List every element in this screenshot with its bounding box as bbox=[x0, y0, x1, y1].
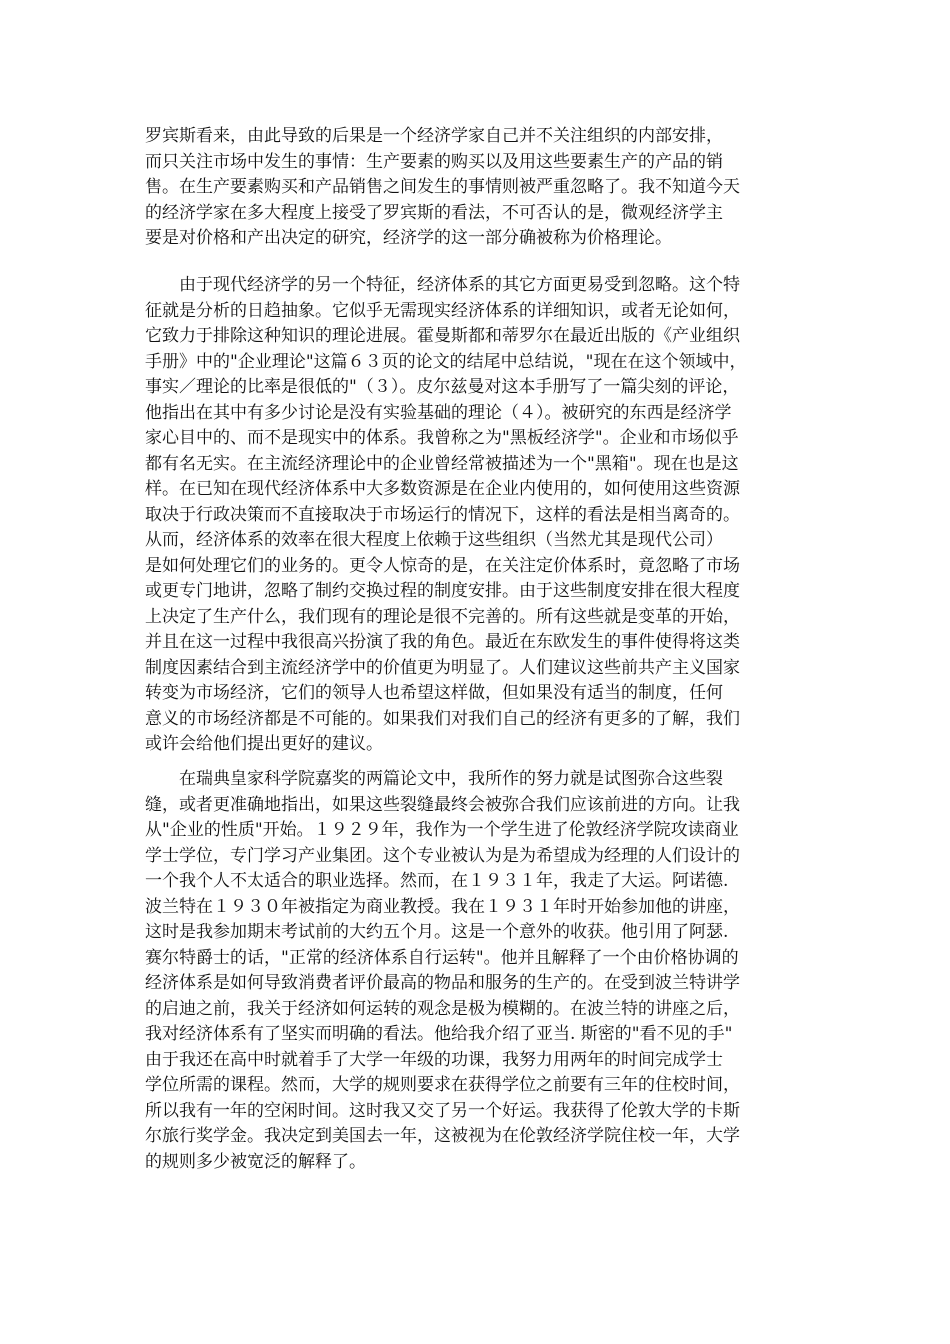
text-line: 都有名无实。在主流经济理论中的企业曾经常被描述为一个"黑箱"。现在也是这 bbox=[145, 453, 739, 474]
text-line: 赛尔特爵士的话，"正常的经济体系自行运转"。他并且解释了一个由价格协调的 bbox=[145, 947, 739, 968]
text-line: 波兰特在１９３０年被指定为商业教授。我在１９３１年时开始参加他的讲座， bbox=[145, 896, 740, 917]
text-line: 事实／理论的比率是很低的"（３）。皮尔兹曼对这本手册写了一篇尖刻的评论， bbox=[145, 377, 740, 397]
text-line: 罗宾斯看来，由此导致的后果是一个经济学家自己并不关注组织的内部安排， bbox=[145, 126, 723, 146]
text-line: 一个我个人不太适合的职业选择。然而，在１９３１年，我走了大运。阿诺德. bbox=[145, 871, 729, 891]
text-line: 转变为市场经济，它们的领导人也希望这样做，但如果没有适当的制度，任何 bbox=[145, 683, 723, 703]
text-line: 他指出在其中有多少讨论是没有实验基础的理论（４）。被研究的东西是经济学 bbox=[145, 402, 732, 423]
text-line: 意义的市场经济都是不可能的。如果我们对我们自己的经济有更多的了解，我们 bbox=[145, 708, 740, 729]
text-line: 所以我有一年的空闲时间。这时我又交了另一个好运。我获得了伦敦大学的卡斯 bbox=[145, 1100, 740, 1121]
paragraph-robbins bbox=[145, 124, 810, 252]
text-line: 家心目中的、而不是现实中的体系。我曾称之为"黑板经济学"。企业和市场似乎 bbox=[145, 428, 739, 448]
text-line: 这时是我参加期末考试前的大约五个月。这是一个意外的收获。他引用了阿瑟. bbox=[145, 922, 729, 942]
text-line: 由于我还在高中时就着手了大学一年级的功课，我努力用两年的时间完成学士 bbox=[145, 1049, 723, 1070]
text-line: 征就是分析的日趋抽象。它似乎无需现实经济体系的详细知识，或者无论如何， bbox=[145, 300, 740, 321]
text-line: 尔旅行奖学金。我决定到美国去一年，这被视为在伦敦经济学院住校一年，大学 bbox=[145, 1126, 740, 1146]
text-line: 并且在这一过程中我很高兴扮演了我的角色。最近在东欧发生的事件使得将这类 bbox=[145, 632, 740, 652]
text-line: 我对经济体系有了坚实而明确的看法。他给我介绍了亚当. 斯密的"看不见的手" bbox=[145, 1024, 733, 1044]
text-line: 样。在已知在现代经济体系中大多数资源是在企业内使用的，如何使用这些资源 bbox=[145, 479, 740, 499]
text-line: 的规则多少被宽泛的解释了。 bbox=[145, 1151, 366, 1172]
text-line: 缝，或者更准确地指出，如果这些裂缝最终会被弥合我们应该前进的方向。让我 bbox=[145, 794, 740, 815]
text-line: 上决定了生产什么，我们现有的理论是很不完善的。所有这些就是变革的开始， bbox=[145, 606, 740, 627]
text-line: 是如何处理它们的业务的。更令人惊奇的是，在关注定价体系时，竟忽略了市场 bbox=[145, 555, 740, 576]
text-line: 制度因素结合到主流经济学中的价值更为明显了。人们建议这些前共产主义国家 bbox=[145, 657, 740, 678]
text-line: 在瑞典皇家科学院嘉奖的两篇论文中，我所作的努力就是试图弥合这些裂 bbox=[145, 769, 723, 789]
text-line: 由于现代经济学的另一个特征，经济体系的其它方面更易受到忽略。这个特 bbox=[145, 275, 740, 295]
text-line: 或更专门地讲，忽略了制约交换过程的制度安排。由于这些制度安排在很大程度 bbox=[145, 581, 740, 601]
text-line: 而只关注市场中发生的事情：生产要素的购买以及用这些要素生产的产品的销 bbox=[145, 151, 723, 172]
text-line: 学士学位，专门学习产业集团。这个专业被认为是为希望成为经理的人们设计的 bbox=[145, 845, 740, 866]
text-line: 的经济学家在多大程度上接受了罗宾斯的看法，不可否认的是，微观经济学主 bbox=[145, 202, 723, 223]
text-line: 经济体系是如何导致消费者评价最高的物品和服务的生产的。在受到波兰特讲学 bbox=[145, 973, 740, 993]
text-line: 取决于行政决策而不直接取决于市场运行的情况下，这样的看法是相当离奇的。 bbox=[145, 504, 740, 525]
text-line: 要是对价格和产出决定的研究，经济学的这一部分确被称为价格理论。 bbox=[145, 228, 672, 248]
paragraph-abstraction bbox=[145, 273, 810, 758]
text-line: 的启迪之前，我关于经济如何运转的观念是极为模糊的。在波兰特的讲座之后， bbox=[145, 998, 740, 1019]
text-line: 或许会给他们提出更好的建议。 bbox=[145, 734, 383, 754]
paragraph-nature-of-firm bbox=[145, 767, 810, 1175]
text-line: 它致力于排除这种知识的理论进展。霍曼斯都和蒂罗尔在最近出版的《产业组织 bbox=[145, 326, 740, 346]
text-line: 学位所需的课程。然而，大学的规则要求在获得学位之前要有三年的住校时间， bbox=[145, 1075, 740, 1095]
text-line: 从而，经济体系的效率在很大程度上依赖于这些组织（当然尤其是现代公司） bbox=[145, 530, 723, 550]
text-line: 从"企业的性质"开始。１９２９年，我作为一个学生进了伦敦经济学院攻读商业 bbox=[145, 820, 739, 840]
text-line: 手册》中的"企业理论"这篇６３页的论文的结尾中总结说，"现在在这个领域中， bbox=[145, 351, 747, 372]
text-line: 售。在生产要素购买和产品销售之间发生的事情则被严重忽略了。我不知道今天 bbox=[145, 177, 740, 197]
